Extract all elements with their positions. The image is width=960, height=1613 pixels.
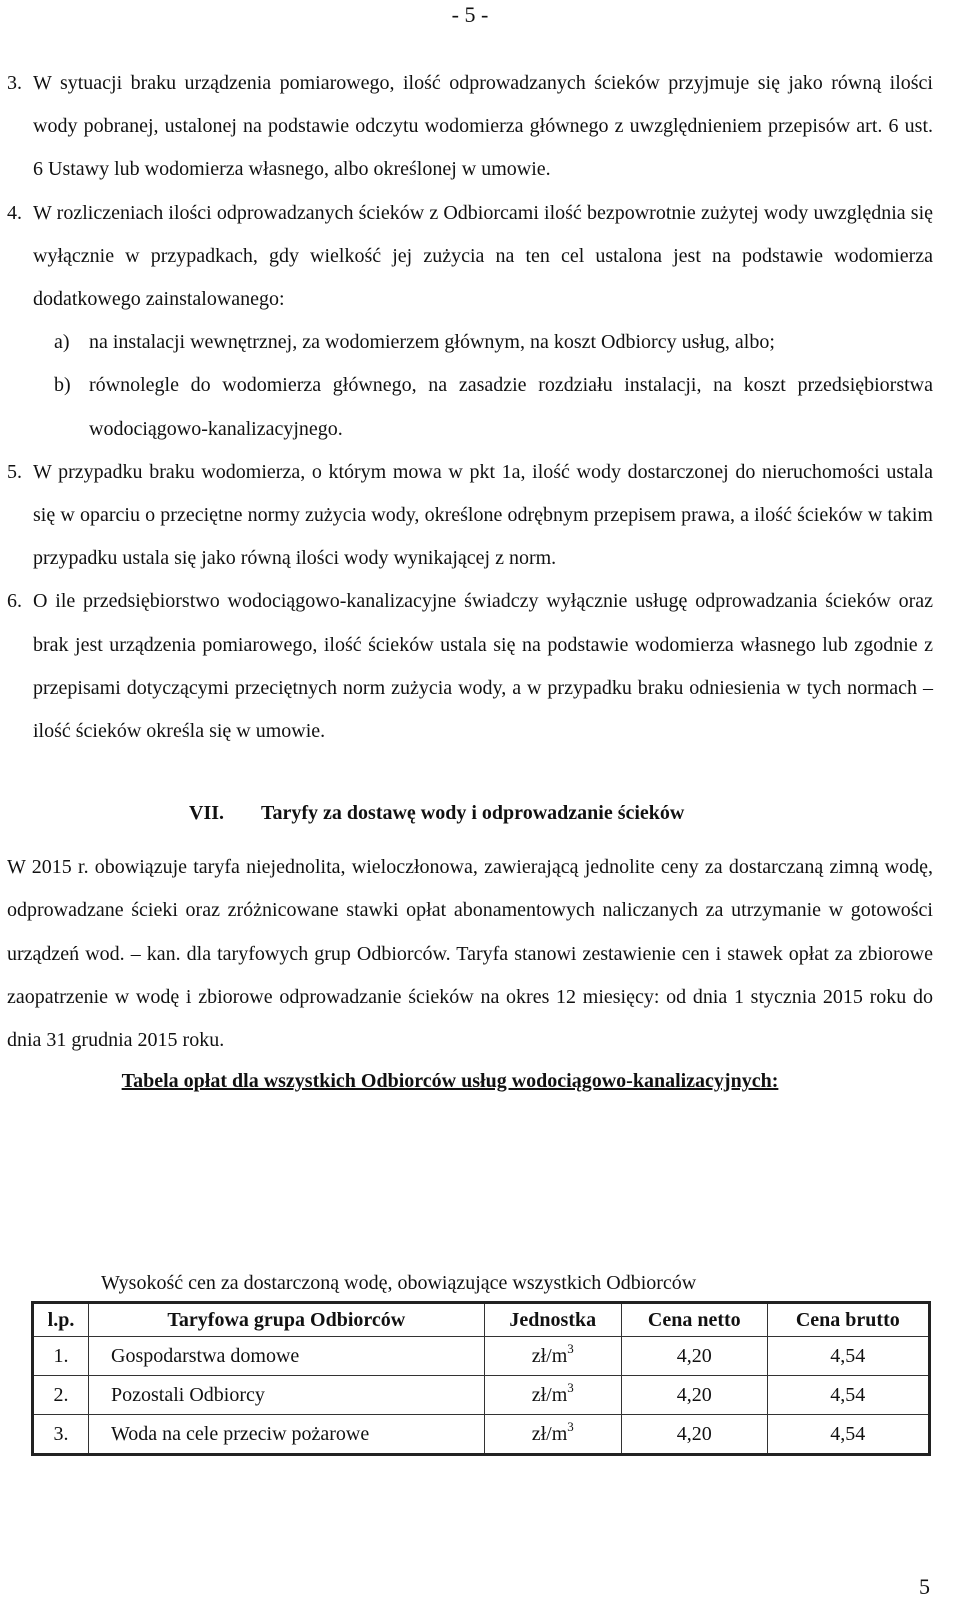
unit-exponent: 3 [567, 1379, 574, 1395]
cell-gross: 4,54 [767, 1376, 929, 1415]
rates-table [31, 1301, 931, 1456]
paragraph-number: 3. [7, 72, 22, 94]
table-row [33, 1415, 930, 1455]
cell-lp: 1. [33, 1337, 89, 1376]
unit-text: zł/m [531, 1383, 568, 1406]
paragraph-number: 4. [7, 201, 22, 224]
paragraph-5 [7, 451, 933, 581]
cell-group: Woda na cele przeciw pożarowe [89, 1415, 485, 1455]
cell-group: Pozostali Odbiorcy [89, 1376, 485, 1415]
table-title: Tabela opłat dla wszystkich Odbiorców usług wodociągowo-kanalizacyjnych: [121, 1070, 779, 1093]
header-gross: Cena brutto [767, 1303, 929, 1337]
paragraph-3 [7, 62, 933, 192]
list-item-a [7, 321, 933, 364]
header-lp: l.p. [33, 1303, 89, 1337]
paragraph-6 [7, 580, 933, 753]
cell-group: Gospodarstwa domowe [89, 1337, 485, 1376]
unit-exponent: 3 [567, 1418, 574, 1434]
page-number-bottom: 5 [919, 1574, 930, 1599]
table-row [33, 1337, 930, 1376]
list-item-b [7, 364, 933, 450]
cell-gross: 4,54 [767, 1415, 929, 1455]
paragraph-number: 5. [7, 460, 22, 483]
list-text: na instalacji wewnętrznej, za wodomierzem głównym, na koszt Odbiorcy usług, albo; [89, 331, 775, 354]
paragraph-number: 6. [7, 590, 22, 613]
header-net: Cena netto [621, 1303, 767, 1337]
paragraph-text: O ile przedsiębiorstwo wodociągowo-kanalizacyjne świadczy wyłącznie usługę odprowadzania ścieków oraz brak jest urządzenia pomiarowego, ilość ścieków ustala się na podstawie wodomierza własnego lub zgodnie z przepisami dotyczącymi przeciętnych norm zużycia wody, a w przypadku braku odniesienia w tych normach – ilość ścieków określa się w umowie. [33, 590, 933, 743]
list-text: równolegle do wodomierza głównego, na zasadzie rozdziału instalacji, na koszt przedsiębiorstwa wodociągowo-kanalizacyjnego. [89, 374, 933, 440]
paragraph-4 [7, 192, 933, 322]
cell-unit [484, 1337, 621, 1376]
unit-exponent: 3 [567, 1340, 574, 1356]
section-title: Taryfy za dostawę wody i odprowadzanie ścieków [261, 802, 685, 825]
cell-unit [484, 1415, 621, 1455]
cell-net: 4,20 [621, 1376, 767, 1415]
cell-net: 4,20 [621, 1337, 767, 1376]
page-marker-top: - 5 - [451, 2, 489, 27]
header-unit: Jednostka [484, 1303, 621, 1337]
paragraph-text: W sytuacji braku urządzenia pomiarowego, ilość odprowadzanych ścieków przyjmuje się jako równą ilości wody pobranej, ustalonej na podstawie odczytu wodomierza głównego z uwzględnieniem przepisów art. 6 ust. 6 Ustawy lub wodomierza własnego, albo określonej w umowie. [33, 72, 933, 181]
paragraph-text: W przypadku braku wodomierza, o którym mowa w pkt 1a, ilość wody dostarczonej do nieruchomości ustala się w oparciu o przeciętne normy zużycia wody, określone odrębnym przepisem prawa, a ilość ścieków w takim przypadku ustala się jako równą ilości wody wynikającej z norm. [33, 460, 933, 570]
cell-lp: 3. [33, 1415, 89, 1455]
table-caption: Wysokość cen za dostarczoną wodę, obowiązujące wszystkich Odbiorców [101, 1272, 697, 1294]
table-row [33, 1376, 930, 1415]
cell-unit [484, 1376, 621, 1415]
unit-text: zł/m [531, 1344, 568, 1367]
cell-net: 4,20 [621, 1415, 767, 1455]
table-header-row [33, 1303, 930, 1337]
document-body [7, 62, 933, 1100]
cell-lp: 2. [33, 1376, 89, 1415]
section-body: W 2015 r. obowiązuje taryfa niejednolita, wieloczłonowa, zawierającą jednolite ceny za dostarczaną zimną wodę, odprowadzane ścieki oraz zróżnicowane stawki opłat abonamentowych naliczanych za utrzymanie w gotowości urządzeń wod. – kan. dla taryfowych grup Odbiorców. Taryfa stanowi zestawienie cen i stawek opłat za zbiorowe zaopatrzenie w wodę i zbiorowe odprowadzanie ścieków na okres 12 miesięcy: od dnia 1 stycznia 2015 roku do dnia 31 grudnia 2015 roku. [7, 856, 933, 1052]
section-number: VII. [189, 802, 225, 825]
section-heading [7, 792, 933, 835]
cell-gross: 4,54 [767, 1337, 929, 1376]
paragraph-text: W rozliczeniach ilości odprowadzanych ścieków z Odbiorcami ilość bezpowrotnie zużytej wody uwzględnia się wyłącznie w przypadkach, gdy wielkość jej zużycia na ten cel ustalona jest na podstawie wodomierza dodatkowego zainstalowanego: [33, 201, 933, 311]
unit-text: zł/m [531, 1422, 568, 1445]
list-label: b) [54, 374, 71, 397]
header-group: Taryfowa grupa Odbiorców [89, 1303, 485, 1337]
list-label: a) [54, 331, 70, 354]
